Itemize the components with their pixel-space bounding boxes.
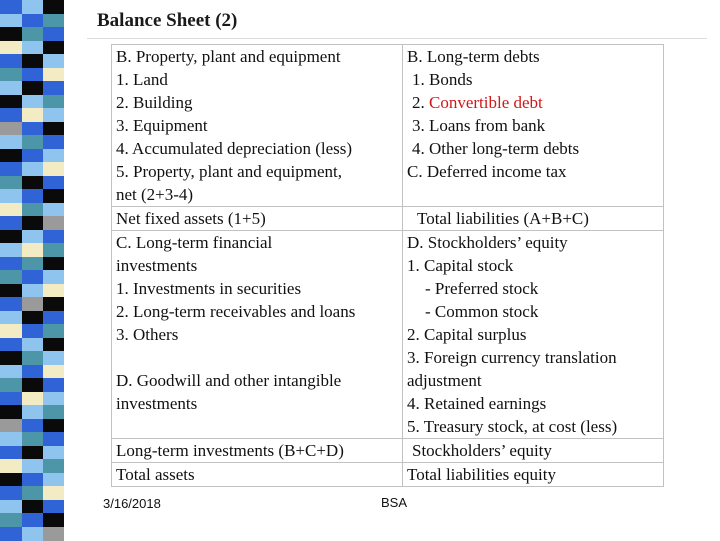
stripe-block bbox=[43, 446, 64, 460]
stripe-block bbox=[0, 176, 22, 190]
table-line: 2. Capital surplus bbox=[407, 325, 527, 344]
stripe-block bbox=[43, 527, 64, 541]
table-line: 2. Building bbox=[116, 93, 193, 112]
table-line: net (2+3-4) bbox=[116, 185, 194, 204]
stripe-block bbox=[43, 513, 64, 527]
table-line: - Common stock bbox=[425, 302, 539, 321]
stripe-block bbox=[0, 122, 22, 136]
stripe-block bbox=[43, 216, 64, 230]
stripe-block bbox=[22, 338, 43, 352]
stripe-block bbox=[22, 500, 43, 514]
stripe-block bbox=[0, 419, 22, 433]
stripe-block bbox=[22, 54, 43, 68]
stripe-block bbox=[0, 54, 22, 68]
stripe-block bbox=[43, 135, 64, 149]
table-row bbox=[112, 439, 664, 463]
stripe-block bbox=[22, 189, 43, 203]
table-line-prefix: 2. bbox=[412, 93, 425, 112]
stripe-block bbox=[22, 14, 43, 28]
table-line: 5. Treasury stock, at cost (less) bbox=[407, 417, 618, 436]
stripe-block bbox=[43, 486, 64, 500]
stripe-block bbox=[0, 513, 22, 527]
stripe-block bbox=[0, 351, 22, 365]
stripe-block bbox=[43, 108, 64, 122]
stripe-block bbox=[0, 81, 22, 95]
stripe-block bbox=[43, 270, 64, 284]
stripe-block bbox=[22, 0, 43, 14]
stripe-block bbox=[43, 203, 64, 217]
stripe-block bbox=[0, 149, 22, 163]
stripe-block bbox=[22, 459, 43, 473]
table-line bbox=[407, 91, 659, 114]
stripe-block bbox=[0, 527, 22, 541]
stripe-block bbox=[0, 203, 22, 217]
stripe-block bbox=[43, 500, 64, 514]
table-line: 1. Capital stock bbox=[407, 256, 514, 275]
stripe-block bbox=[43, 459, 64, 473]
table-cell-left bbox=[112, 45, 403, 207]
stripe-block bbox=[22, 149, 43, 163]
stockholders-equity-total: Stockholders’ equity bbox=[412, 441, 552, 460]
stripe-block bbox=[0, 270, 22, 284]
stripe-block bbox=[0, 95, 22, 109]
stripe-block bbox=[0, 459, 22, 473]
net-fixed-assets: Net fixed assets (1+5) bbox=[116, 209, 266, 228]
stripe-block bbox=[0, 392, 22, 406]
stripe-block bbox=[0, 41, 22, 55]
stripe-block bbox=[22, 108, 43, 122]
stripe-block bbox=[22, 176, 43, 190]
table-line: 4. Retained earnings bbox=[407, 394, 547, 413]
stripe-block bbox=[43, 0, 64, 14]
stripe-block bbox=[0, 446, 22, 460]
stripe-block bbox=[22, 68, 43, 82]
table-cell-left bbox=[112, 439, 403, 463]
table-line: 2. Long-term receivables and loans bbox=[116, 302, 356, 321]
table-line: 4. Accumulated depreciation (less) bbox=[116, 139, 353, 158]
stripe-block bbox=[22, 378, 43, 392]
stripe-block bbox=[22, 27, 43, 41]
table-cell-left bbox=[112, 207, 403, 231]
stripe-block bbox=[22, 324, 43, 338]
stripe-block bbox=[22, 527, 43, 541]
table-cell-left bbox=[112, 463, 403, 487]
long-term-investments: Long-term investments (B+C+D) bbox=[116, 441, 344, 460]
table-cell-left bbox=[112, 231, 403, 439]
stripe-block bbox=[43, 81, 64, 95]
stripe-block bbox=[0, 338, 22, 352]
stripe-block bbox=[22, 473, 43, 487]
stripe-block bbox=[43, 365, 64, 379]
stripe-block bbox=[22, 405, 43, 419]
stripe-block bbox=[22, 311, 43, 325]
balance-sheet-table bbox=[111, 44, 664, 487]
stripe-block bbox=[0, 230, 22, 244]
table-line: 3. Others bbox=[116, 325, 179, 344]
table-cell-right bbox=[403, 439, 664, 463]
total-assets: Total assets bbox=[116, 465, 195, 484]
stripe-block bbox=[0, 189, 22, 203]
stripe-block bbox=[0, 324, 22, 338]
table-line: investments bbox=[116, 256, 198, 275]
stripe-block bbox=[43, 405, 64, 419]
stripe-block bbox=[43, 324, 64, 338]
table-row bbox=[112, 463, 664, 487]
stripe-block bbox=[0, 0, 22, 14]
table-line: 3. Foreign currency translation bbox=[407, 348, 617, 367]
stripe-block bbox=[0, 432, 22, 446]
stripe-block bbox=[0, 162, 22, 176]
footer-date: 3/16/2018 bbox=[103, 496, 161, 511]
table-row bbox=[112, 231, 664, 439]
stripe-block bbox=[43, 14, 64, 28]
table-line: C. Deferred income tax bbox=[407, 162, 567, 181]
stripe-block bbox=[43, 95, 64, 109]
stripe-block bbox=[0, 486, 22, 500]
table-line: 3. Equipment bbox=[116, 116, 208, 135]
decorative-stripe bbox=[0, 0, 64, 540]
table-line: 1. Investments in securities bbox=[116, 279, 302, 298]
stripe-block bbox=[22, 392, 43, 406]
stripe-block bbox=[43, 122, 64, 136]
stripe-block bbox=[22, 419, 43, 433]
stripe-block bbox=[0, 27, 22, 41]
stripe-block bbox=[22, 203, 43, 217]
stripe-block bbox=[22, 81, 43, 95]
table-line: 4. Other long-term debts bbox=[412, 139, 580, 158]
table-line: - Preferred stock bbox=[425, 279, 539, 298]
stripe-block bbox=[43, 230, 64, 244]
stripe-block bbox=[0, 216, 22, 230]
stripe-block bbox=[43, 149, 64, 163]
stripe-block bbox=[0, 365, 22, 379]
stripe-block bbox=[0, 311, 22, 325]
stripe-block bbox=[43, 378, 64, 392]
stripe-block bbox=[22, 230, 43, 244]
stripe-block bbox=[43, 243, 64, 257]
stripe-block bbox=[22, 162, 43, 176]
table-line bbox=[116, 346, 398, 369]
stripe-block bbox=[0, 135, 22, 149]
total-liabilities-equity: Total liabilities equity bbox=[407, 465, 556, 484]
stripe-block bbox=[22, 122, 43, 136]
table-line: C. Long-term financial bbox=[116, 233, 273, 252]
stripe-block bbox=[43, 338, 64, 352]
table-line: B. Long-term debts bbox=[407, 47, 540, 66]
stripe-block bbox=[0, 473, 22, 487]
stripe-block bbox=[0, 108, 22, 122]
stripe-block bbox=[22, 486, 43, 500]
stripe-block bbox=[43, 41, 64, 55]
table-row bbox=[112, 207, 664, 231]
stripe-block bbox=[22, 257, 43, 271]
table-line: 1. Land bbox=[116, 70, 168, 89]
stripe-block bbox=[0, 284, 22, 298]
stripe-block bbox=[43, 68, 64, 82]
stripe-block bbox=[22, 270, 43, 284]
stripe-block bbox=[22, 351, 43, 365]
stripe-block bbox=[22, 216, 43, 230]
stripe-block bbox=[43, 351, 64, 365]
stripe-block bbox=[0, 500, 22, 514]
slide-title: Balance Sheet (2) bbox=[97, 10, 238, 31]
stripe-block bbox=[43, 162, 64, 176]
highlighted-term: Convertible debt bbox=[429, 93, 543, 112]
stripe-block bbox=[0, 68, 22, 82]
table-cell-right bbox=[403, 207, 664, 231]
stripe-block bbox=[43, 189, 64, 203]
table-line: investments bbox=[116, 394, 198, 413]
stripe-block bbox=[43, 284, 64, 298]
stripe-block bbox=[22, 446, 43, 460]
stripe-block bbox=[22, 365, 43, 379]
title-divider bbox=[87, 38, 707, 39]
table-line: B. Property, plant and equipment bbox=[116, 47, 341, 66]
stripe-block bbox=[43, 54, 64, 68]
stripe-block bbox=[43, 432, 64, 446]
table-row bbox=[112, 45, 664, 207]
table-line: D. Stockholders’ equity bbox=[407, 233, 568, 252]
stripe-block bbox=[22, 95, 43, 109]
stripe-block bbox=[22, 135, 43, 149]
table-cell-right bbox=[403, 45, 664, 207]
total-liabilities: Total liabilities (A+B+C) bbox=[417, 209, 589, 228]
table-cell-right bbox=[403, 231, 664, 439]
stripe-block bbox=[0, 257, 22, 271]
table-line: 5. Property, plant and equipment, bbox=[116, 162, 342, 181]
table-cell-right bbox=[403, 463, 664, 487]
stripe-block bbox=[43, 419, 64, 433]
stripe-block bbox=[0, 405, 22, 419]
table-line: 3. Loans from bank bbox=[412, 116, 546, 135]
stripe-block bbox=[22, 284, 43, 298]
stripe-block bbox=[43, 473, 64, 487]
stripe-block bbox=[43, 27, 64, 41]
stripe-block bbox=[22, 243, 43, 257]
stripe-block bbox=[43, 257, 64, 271]
stripe-block bbox=[43, 311, 64, 325]
stripe-block bbox=[22, 432, 43, 446]
stripe-block bbox=[43, 297, 64, 311]
stripe-block bbox=[43, 392, 64, 406]
footer-label: BSA bbox=[381, 495, 408, 510]
table-line: adjustment bbox=[407, 371, 482, 390]
table-line: 1. Bonds bbox=[412, 70, 473, 89]
stripe-block bbox=[43, 176, 64, 190]
stripe-block bbox=[0, 243, 22, 257]
stripe-block bbox=[22, 41, 43, 55]
stripe-block bbox=[0, 14, 22, 28]
stripe-block bbox=[22, 297, 43, 311]
stripe-block bbox=[0, 378, 22, 392]
stripe-block bbox=[0, 297, 22, 311]
stripe-block bbox=[22, 513, 43, 527]
table-line: D. Goodwill and other intangible bbox=[116, 371, 342, 390]
